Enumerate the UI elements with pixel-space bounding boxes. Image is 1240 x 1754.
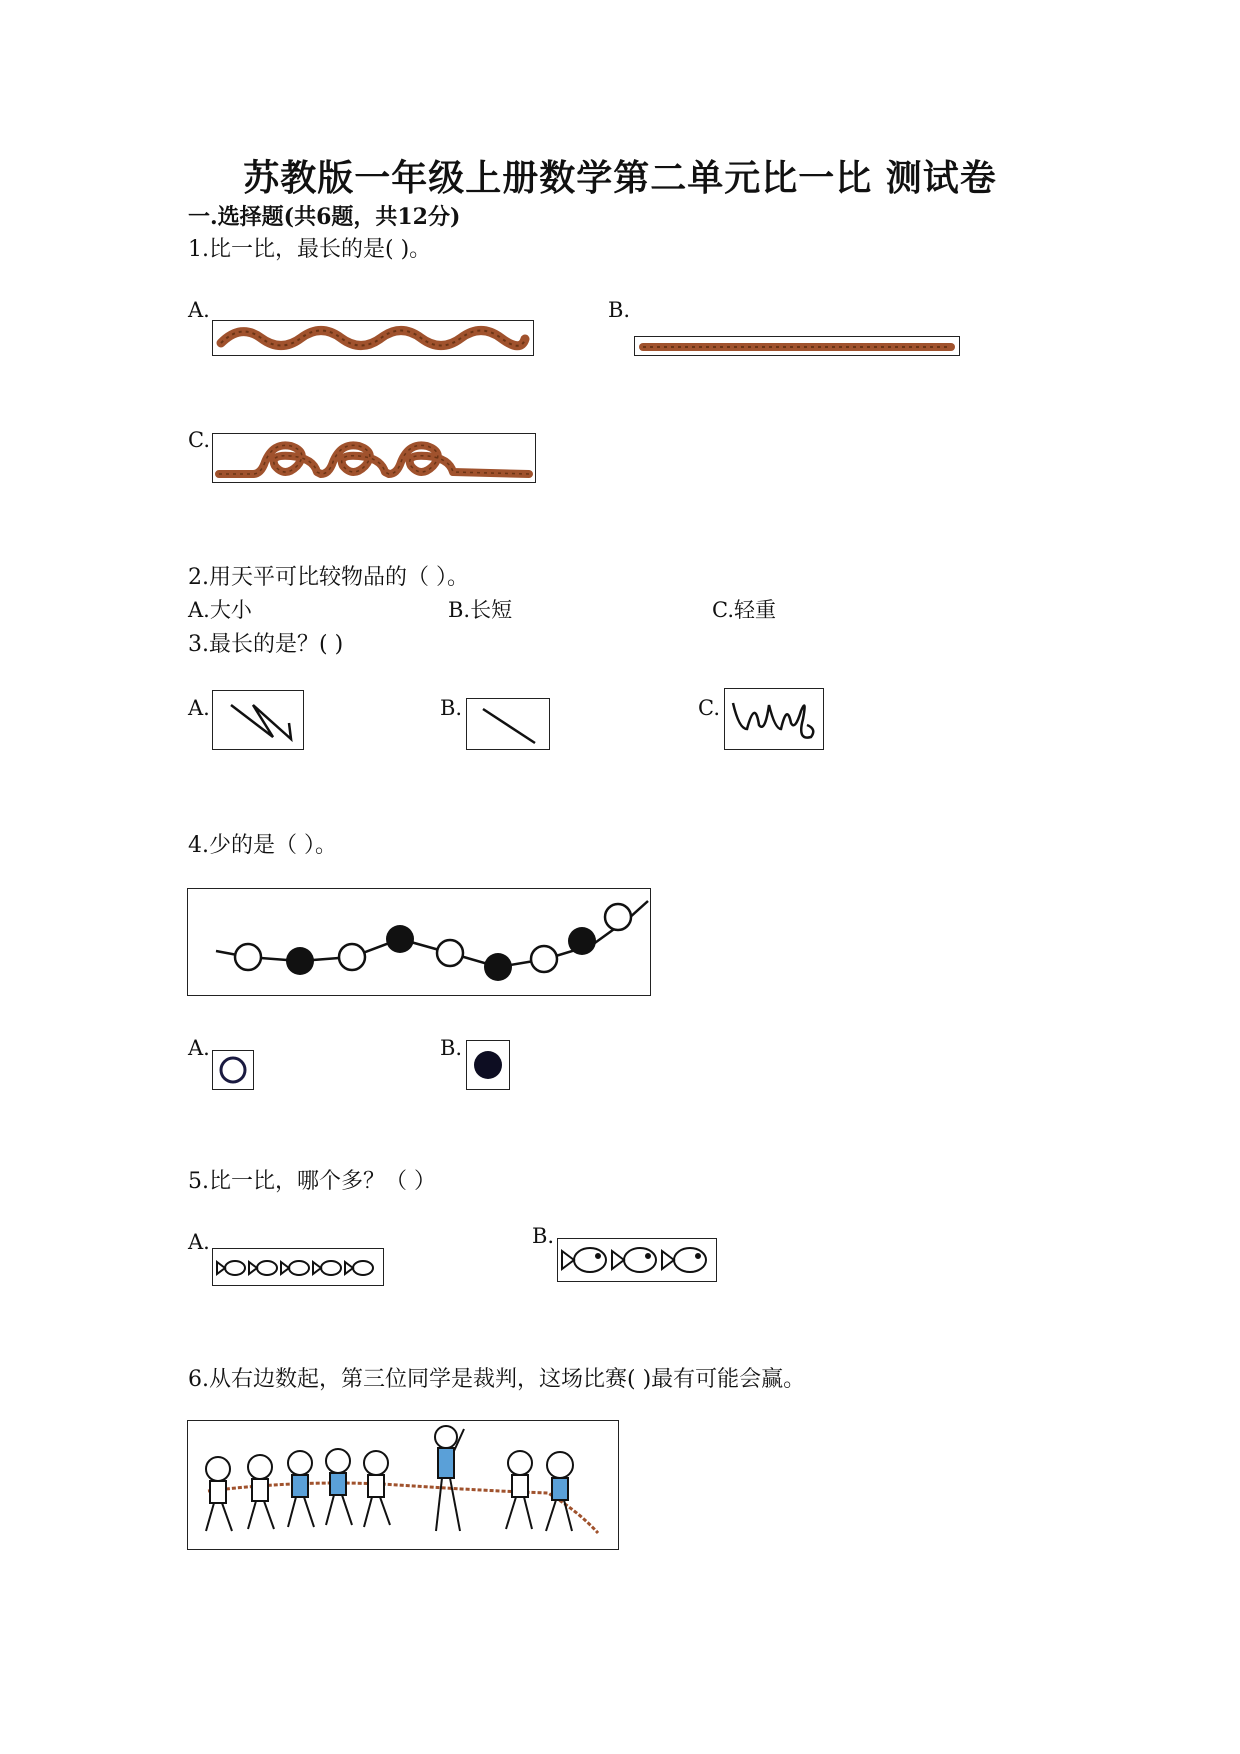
q1-option-a-image [212,320,534,356]
straight-line-icon [467,699,549,749]
q1-option-b-image [634,336,960,356]
q3-option-b-image [466,698,550,750]
q4-bead-string-image [187,888,651,996]
q3-option-a-image [212,690,304,750]
solid-circle-icon [467,1041,509,1089]
q4-option-a-label: A. [188,1036,210,1060]
q1-option-c-label: C. [188,428,210,452]
question-5: 5.比一比，哪个多？（ ） [188,1169,436,1194]
q5-option-b-image [557,1238,717,1282]
tug-of-war-icon [188,1421,618,1549]
page-title: 苏教版一年级上册数学第二单元比一比 测试卷 [243,157,997,199]
q1-option-c-image [212,433,536,483]
question-1: 1.比一比，最长的是( )。 [188,237,432,262]
q1-option-b-label: B. [608,298,631,322]
q2-option-a: A.大小 [188,598,252,622]
knotted-rope-icon [213,434,535,482]
q4-option-b-image [466,1040,510,1090]
question-3: 3.最长的是？( ) [188,632,344,657]
q6-tug-of-war-image [187,1420,619,1550]
question-2: 2.用天平可比较物品的（ ）。 [188,565,469,590]
section-heading: 一.选择题(共6题，共12分) [188,204,461,230]
q4-option-b-label: B. [440,1036,463,1060]
q4-option-a-image [212,1050,254,1090]
straight-rope-icon [635,337,959,355]
big-fish-row-icon [558,1239,716,1281]
q3-option-b-label: B. [440,696,463,720]
q1-option-a-label: A. [188,298,210,322]
q5-option-a-label: A. [188,1230,210,1254]
q5-option-b-label: B. [532,1224,555,1248]
q3-option-c-image [724,688,824,750]
q3-option-c-label: C. [698,696,720,720]
small-fish-row-icon [213,1249,383,1285]
scribble-line-icon [725,689,823,749]
hollow-circle-icon [213,1051,253,1089]
zigzag-line-icon [213,691,303,749]
q2-option-c: C.轻重 [712,598,776,622]
question-4: 4.少的是（ ）。 [188,833,337,858]
q3-option-a-label: A. [188,696,210,720]
question-6: 6.从右边数起，第三位同学是裁判，这场比赛( )最有可能会赢。 [188,1367,806,1392]
q2-option-b: B.长短 [448,598,513,622]
wavy-rope-icon [213,321,533,355]
bead-string-icon [188,889,650,995]
q5-option-a-image [212,1248,384,1286]
